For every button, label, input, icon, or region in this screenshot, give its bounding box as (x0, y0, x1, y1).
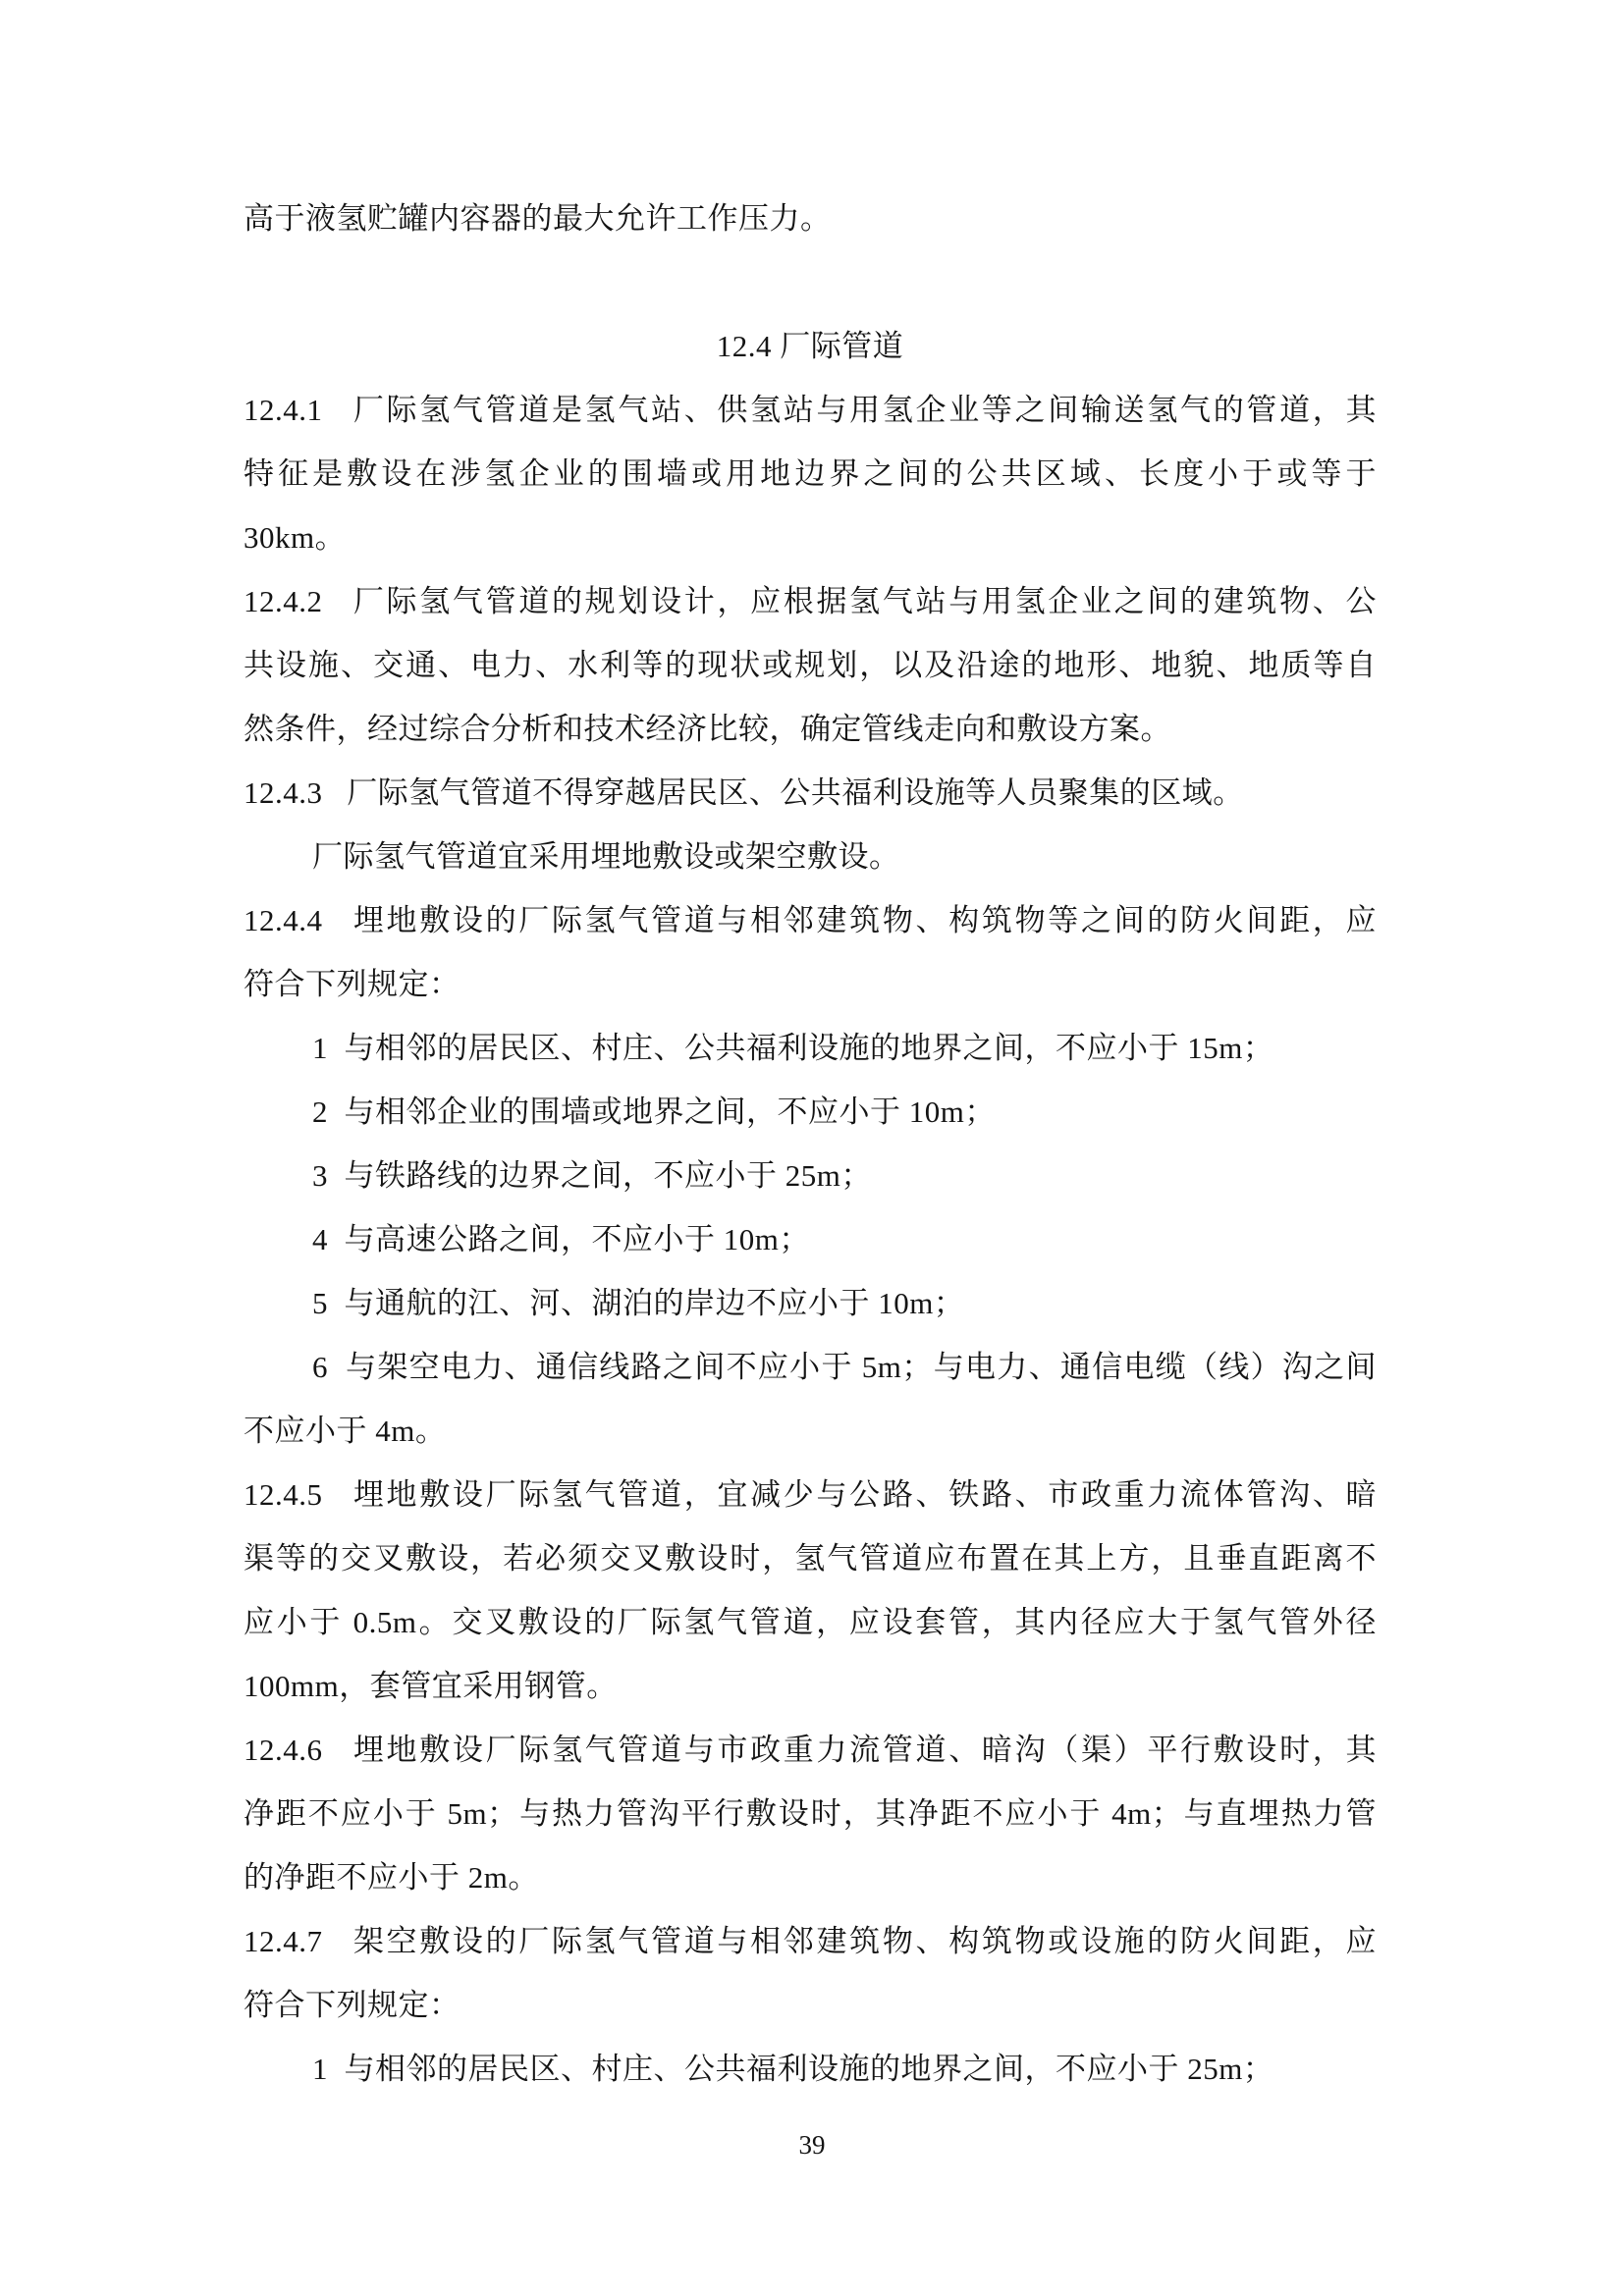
clause-12-4-5-line-2: 渠等的交叉敷设，若必须交叉敷设时，氢气管道应布置在其上方，且垂直距离不 (244, 1541, 1377, 1575)
clause-12-4-6-line-1: 12.4.6 埋地敷设厂际氢气管道与市政重力流管道、暗沟（渠）平行敷设时，其 (244, 1733, 1377, 1767)
clause-12-4-4-item-6-line-1: 6 与架空电力、通信线路之间不应小于 5m；与电力、通信电缆（线）沟之间 (312, 1350, 1377, 1384)
blank-line (244, 250, 1377, 314)
clause-12-4-4-item-2: 2 与相邻企业的围墙或地界之间，不应小于 10m； (312, 1095, 996, 1129)
text-block (244, 187, 1377, 2101)
clause-12-4-4-item-6-line-2: 不应小于 4m。 (244, 1414, 447, 1448)
clause-12-4-2-line-2: 共设施、交通、电力、水利等的现状或规划，以及沿途的地形、地貌、地质等自 (244, 648, 1377, 682)
clause-12-4-5-line-4: 100mm，套管宜采用钢管。 (244, 1669, 618, 1703)
clause-12-4-6-line-2: 净距不应小于 5m；与热力管沟平行敷设时，其净距不应小于 4m；与直埋热力管 (244, 1796, 1377, 1831)
clause-12-4-2-line-1: 12.4.2 厂际氢气管道的规划设计，应根据氢气站与用氢企业之间的建筑物、公 (244, 584, 1377, 618)
clause-12-4-1-line-2: 特征是敷设在涉氢企业的围墙或用地边界之间的公共区域、长度小于或等于 (244, 456, 1377, 491)
section-heading: 12.4 厂际管道 (716, 329, 904, 363)
clause-12-4-7-line-2: 符合下列规定： (244, 1988, 460, 2022)
clause-12-4-2-line-3: 然条件，经过综合分析和技术经济比较，确定管线走向和敷设方案。 (244, 712, 1171, 746)
clause-12-4-1-line-3: 30km。 (244, 520, 347, 555)
clause-12-4-5-line-3: 应小于 0.5m。交叉敷设的厂际氢气管道，应设套管，其内径应大于氢气管外径 (244, 1605, 1377, 1639)
page-number: 39 (798, 2130, 826, 2160)
clause-12-4-7-item-1: 1 与相邻的居民区、村庄、公共福利设施的地界之间，不应小于 25m； (312, 2052, 1274, 2086)
clause-12-4-4-item-4: 4 与高速公路之间，不应小于 10m； (312, 1222, 810, 1256)
clause-12-4-4-line-2: 符合下列规定： (244, 967, 460, 1001)
clause-12-4-3-line-2: 厂际氢气管道宜采用埋地敷设或架空敷设。 (312, 839, 900, 874)
intro-continuation-line: 高于液氢贮罐内容器的最大允许工作压力。 (244, 201, 832, 236)
clause-12-4-4-line-1: 12.4.4 埋地敷设的厂际氢气管道与相邻建筑物、构筑物等之间的防火间距，应 (244, 903, 1377, 937)
clause-12-4-4-item-5: 5 与通航的江、河、湖泊的岸边不应小于 10m； (312, 1286, 965, 1320)
clause-12-4-6-line-3: 的净距不应小于 2m。 (244, 1860, 539, 1895)
clause-12-4-5-line-1: 12.4.5 埋地敷设厂际氢气管道，宜减少与公路、铁路、市政重力流体管沟、暗 (244, 1477, 1377, 1512)
clause-12-4-3-line-1: 12.4.3 厂际氢气管道不得穿越居民区、公共福利设施等人员聚集的区域。 (244, 775, 1244, 810)
clause-12-4-7-line-1: 12.4.7 架空敷设的厂际氢气管道与相邻建筑物、构筑物或设施的防火间距，应 (244, 1924, 1377, 1958)
clause-12-4-4-item-1: 1 与相邻的居民区、村庄、公共福利设施的地界之间，不应小于 15m； (312, 1031, 1274, 1065)
clause-12-4-4-item-3: 3 与铁路线的边界之间，不应小于 25m； (312, 1158, 872, 1193)
clause-12-4-1-line-1: 12.4.1 厂际氢气管道是氢气站、供氢站与用氢企业等之间输送氢气的管道，其 (244, 393, 1377, 427)
